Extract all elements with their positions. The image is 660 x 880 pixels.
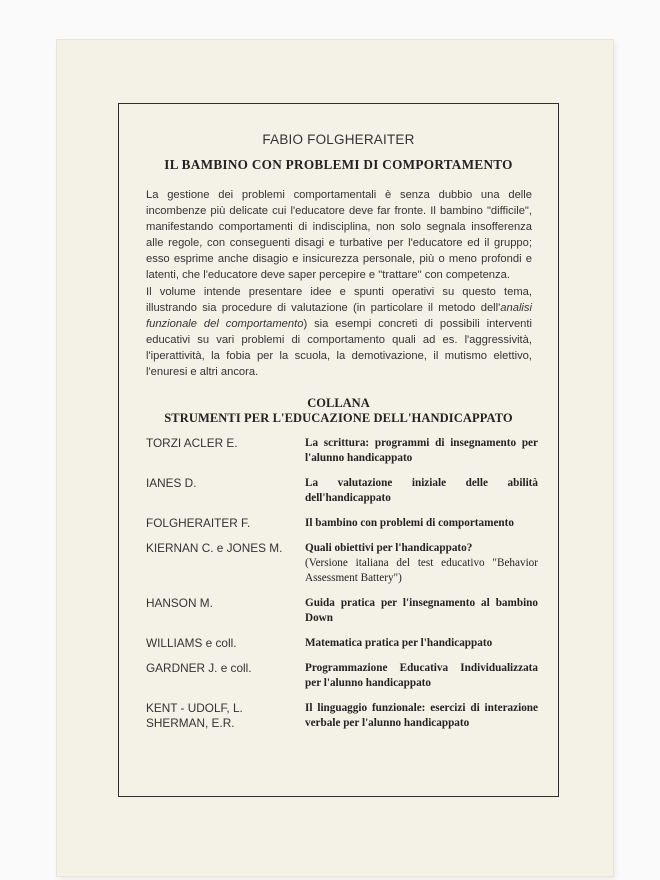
series-item-author: KENT - UDOLF, L. SHERMAN, E.R. [146,701,243,730]
book-blurb [146,187,532,380]
series-item-note: (Versione italiana del test educativo "Behavior Assessment Battery") [305,557,538,584]
series-item-title: Guida pratica per l'insegnamento al bambino Down [305,597,538,624]
series-item-title: Matematica pratica per l'handicappato [305,637,493,649]
series-item-author: FOLGHERAITER F. [146,516,251,530]
series-item-author: GARDNER J. e coll. [146,661,252,675]
series-item [146,516,538,531]
series-item-title: Il bambino con problemi di comportamento [305,517,514,529]
series-item-title: Quali obiettivi per l'handicappato? [305,542,473,554]
blurb-paragraph-2-end: ) sia esempi concreti di possibili interventi educativi su vari problemi di comportamento quali ad es. l'aggressività, l'iperattività, la fobia per la scuola, la demotivazione, il mutismo elettivo, l'enuresi e altri ancora. [146,317,532,379]
series-item [146,636,538,651]
book-title: IL BAMBINO CON PROBLEMI DI COMPORTAMENTO [164,157,513,172]
series-item [146,436,538,466]
series-item-title: Il linguaggio funzionale: esercizi di interazione verbale per l'alunno handicappato [305,702,538,729]
series-item [146,596,538,626]
series-label: COLLANA [307,396,370,410]
series-item-author: IANES D. [146,476,197,490]
series-item [146,661,538,691]
series-item-author: WILLIAMS e coll. [146,636,237,650]
series-title: STRUMENTI PER L'EDUCAZIONE DELL'HANDICAPPATO [164,411,513,425]
series-item-author: HANSON M. [146,596,213,610]
series-item-title: La valutazione iniziale delle abilità dell'handicappato [305,477,538,504]
series-item-author: KIERNAN C. e JONES M. [146,541,283,555]
blurb-emphasis: analisi funzionale del comportamento [146,301,532,330]
blurb-paragraph-2-start: Il volume intende presentare idee e spunti operativi su questo tema, illustrando sia procedure di valutazione (in particolare il metodo dell' [146,285,532,314]
book-author: FABIO FOLGHERAITER [262,132,415,147]
series-item-title: La scrittura: programmi di insegnamento per l'alunno handicappato [305,437,538,464]
series-item [146,541,538,586]
series-item [146,476,538,506]
series-list [146,436,538,741]
series-item-author: TORZI ACLER E. [146,436,238,450]
blurb-paragraph-1: La gestione dei problemi comportamentali è senza dubbio una delle incombenze più delicate cui l'educatore deve far fronte. Il bambino "difficile", manifestando comportamenti di indisciplina, non solo segnala insofferenza alle regole, con conseguenti disagi e turbative per l'educatore ed il gruppo; esso esprime anche disagio e insicurezza personale, più o meno profondi e latenti, che l'educatore deve saper percepire e "trattare" con competenza. [146,189,532,282]
blurb-paragraph-2 [146,284,532,381]
series-item [146,701,538,731]
series-item-title: Programmazione Educativa Individualizzata per l'alunno handicappato [305,662,538,689]
